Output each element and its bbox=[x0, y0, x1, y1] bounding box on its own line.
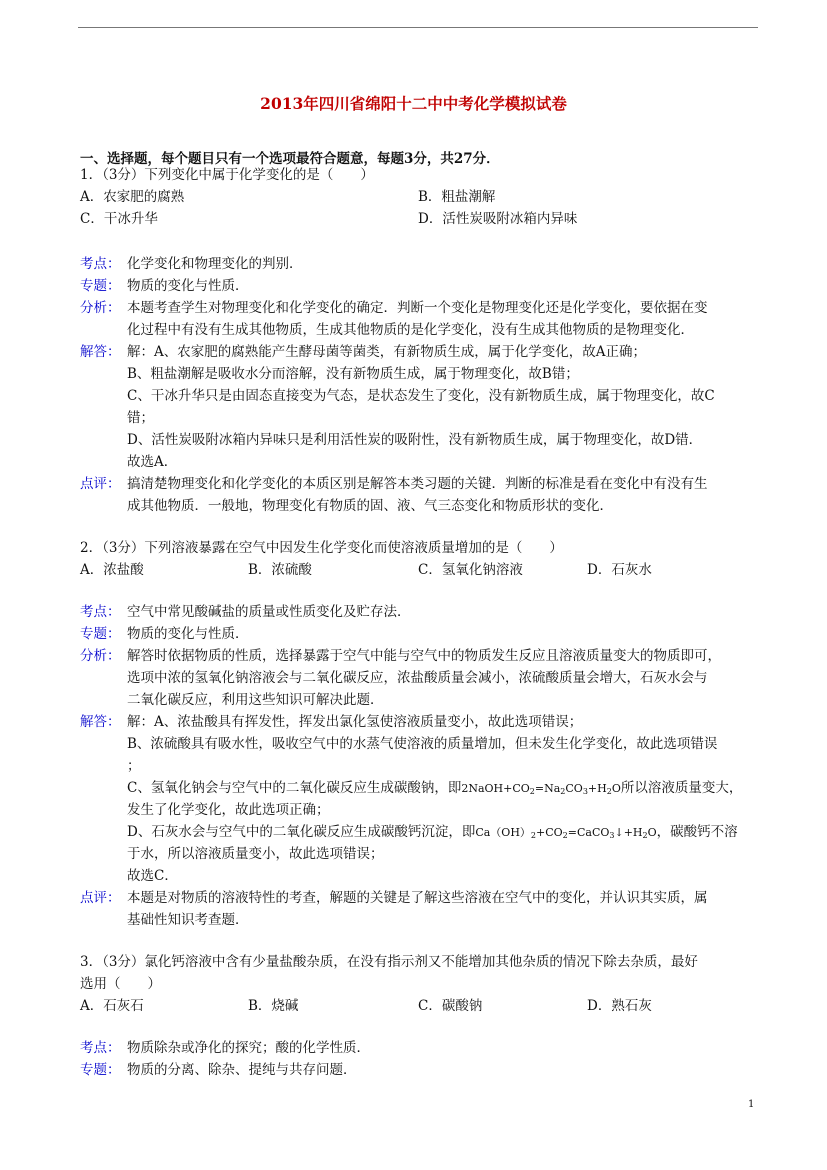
q1-fenxi-line: 本题考查学生对物理变化和化学变化的确定．判断一个变化是物理变化还是化学变化，要依据在变 bbox=[127, 300, 708, 316]
q1-dianping-line: 搞清楚物理变化和化学变化的本质区别是解答本类习题的关键．判断的标准是看在变化中有没有生 bbox=[127, 476, 708, 492]
q1-jieda-line: C、干冰升华只是由固态直接变为气态，是状态发生了变化，没有新物质生成，属于物理变化，故C bbox=[127, 388, 715, 404]
q1-jieda-line: 解：A、农家肥的腐熟能产生酵母菌等菌类，有新物质生成，属于化学变化，故A正确； bbox=[127, 344, 646, 360]
q3-option-a: A．石灰石 bbox=[80, 998, 144, 1014]
q1-jieda-label: 解答： bbox=[80, 344, 121, 360]
q1-stem: 1．（3分）下列变化中属于化学变化的是（ ） bbox=[80, 167, 374, 183]
q2-dianping-line: 本题是对物质的溶液特性的考查，解题的关键是了解这些溶液在空气中的变化，并认识其实质，属 bbox=[127, 890, 708, 906]
q1-kaodian-label: 考点： bbox=[80, 256, 121, 272]
page-number: 1 bbox=[748, 1099, 755, 1110]
q2-kaodian: 空气中常见酸碱盐的质量或性质变化及贮存法． bbox=[127, 604, 411, 620]
q2-jieda-text: C、氢氧化钠会与空气中的二氧化碳反应生成碳酸钠，即 bbox=[127, 780, 462, 796]
q3-zhuanti-label: 专题： bbox=[80, 1062, 121, 1078]
q2-fenxi-line: 二氧化碳反应，利用这些知识可解决此题． bbox=[127, 692, 384, 708]
q2-jieda-line: 故选C． bbox=[127, 868, 178, 884]
q1-dianping-label: 点评： bbox=[80, 476, 121, 492]
q3-kaodian: 物质除杂或净化的探究；酸的化学性质． bbox=[127, 1040, 370, 1056]
q3-option-d: D．熟石灰 bbox=[587, 998, 652, 1014]
q3-option-b: B．烧碱 bbox=[248, 998, 299, 1014]
q2-jieda-text: 所以溶液质量变大， bbox=[620, 780, 743, 796]
page-title: 2013年四川省绵阳十二中中考化学模拟试卷 bbox=[260, 94, 567, 113]
q1-fenxi-label: 分析： bbox=[80, 300, 121, 316]
q2-fenxi-line: 解答时依据物质的性质，选择暴露于空气中能与空气中的物质发生反应且溶液质量变大的物质即可， bbox=[127, 648, 721, 664]
q1-jieda-line: 错； bbox=[127, 410, 154, 426]
naoh-equation: $2NaOH+CO_2=Na_2CO_3+H_2O$ bbox=[461, 782, 621, 796]
q2-zhuanti: 物质的变化与性质． bbox=[127, 626, 249, 642]
q2-jieda-line: 于水，所以溶液质量变小，故此选项错误； bbox=[127, 846, 384, 862]
q1-option-a: A．农家肥的腐熟 bbox=[80, 189, 185, 205]
q2-dianping-label: 点评： bbox=[80, 890, 121, 906]
q1-dianping-line: 成其他物质．一般地，物理变化有物质的固、液、气三态变化和物质形状的变化． bbox=[127, 498, 613, 514]
q2-jieda-text: ，碳酸钙不溶 bbox=[656, 824, 738, 840]
q2-fenxi-line: 选项中浓的氢氧化钠溶液会与二氧化碳反应，浓盐酸质量会减小，浓硫酸质量会增大，石灰水会与 bbox=[127, 670, 708, 686]
q1-fenxi-line: 化过程中有没有生成其他物质，生成其他物质的是化学变化，没有生成其他物质的是物理变化． bbox=[127, 322, 694, 338]
q1-option-b: B．粗盐潮解 bbox=[418, 189, 496, 205]
q3-kaodian-label: 考点： bbox=[80, 1040, 121, 1056]
q3-stem-line: 3．（3分）氯化钙溶液中含有少量盐酸杂质，在没有指示剂又不能增加其他杂质的情况下除去杂质，最好 bbox=[80, 954, 698, 970]
q3-option-c: C．碳酸钠 bbox=[418, 998, 483, 1014]
q2-dianping-line: 基础性知识考查题． bbox=[127, 912, 249, 928]
q1-jieda-line: B、粗盐潮解是吸收水分而溶解，没有新物质生成，属于物理变化，故B错； bbox=[127, 366, 579, 382]
q3-stem-line: 选用（ ） bbox=[80, 976, 161, 992]
q1-option-c: C．干冰升华 bbox=[80, 211, 158, 227]
q2-jieda-label: 解答： bbox=[80, 714, 121, 730]
q1-zhuanti: 物质的变化与性质． bbox=[127, 278, 249, 294]
q2-jieda-line bbox=[127, 779, 742, 801]
q2-kaodian-label: 考点： bbox=[80, 604, 121, 620]
q1-zhuanti-label: 专题： bbox=[80, 278, 121, 294]
q2-jieda-line: 解：A、浓盐酸具有挥发性，挥发出氯化氢使溶液质量变小，故此选项错误； bbox=[127, 714, 583, 730]
q1-option-d: D．活性炭吸附冰箱内异味 bbox=[418, 211, 578, 227]
q2-jieda-line bbox=[127, 823, 738, 845]
q1-jieda-line: D、活性炭吸附冰箱内异味只是利用活性炭的吸附性，没有新物质生成，属于物理变化，故D错． bbox=[127, 432, 703, 448]
q2-option-a: A．浓盐酸 bbox=[80, 562, 144, 578]
q2-jieda-line: 发生了化学变化，故此选项正确； bbox=[127, 802, 330, 818]
q2-jieda-text: D、石灰水会与空气中的二氧化碳反应生成碳酸钙沉淀，即 bbox=[127, 824, 476, 840]
q2-fenxi-label: 分析： bbox=[80, 648, 121, 664]
q2-zhuanti-label: 专题： bbox=[80, 626, 121, 642]
q1-jieda-line: 故选A． bbox=[127, 454, 178, 470]
q2-option-d: D．石灰水 bbox=[587, 562, 652, 578]
section-heading: 一、选择题，每个题目只有一个选项最符合题意，每题3分，共27分． bbox=[80, 151, 500, 167]
q2-stem: 2．（3分）下列溶液暴露在空气中因发生化学变化而使溶液质量增加的是（ ） bbox=[80, 540, 563, 556]
q2-jieda-line: B、浓硫酸具有吸水性，吸收空气中的水蒸气使溶液的质量增加，但未发生化学变化，故此选项错误 bbox=[127, 736, 718, 752]
q1-kaodian: 化学变化和物理变化的判别． bbox=[127, 256, 303, 272]
q2-jieda-line: ； bbox=[127, 758, 141, 774]
q2-option-c: C．氢氧化钠溶液 bbox=[418, 562, 523, 578]
q2-option-b: B．浓硫酸 bbox=[248, 562, 312, 578]
caoh2-equation: $Ca(OH)_2+CO_2=CaCO_3↓+H_2O$ bbox=[475, 826, 657, 840]
header-rule bbox=[78, 27, 758, 28]
q3-zhuanti: 物质的分离、除杂、提纯与共存问题． bbox=[127, 1062, 357, 1078]
